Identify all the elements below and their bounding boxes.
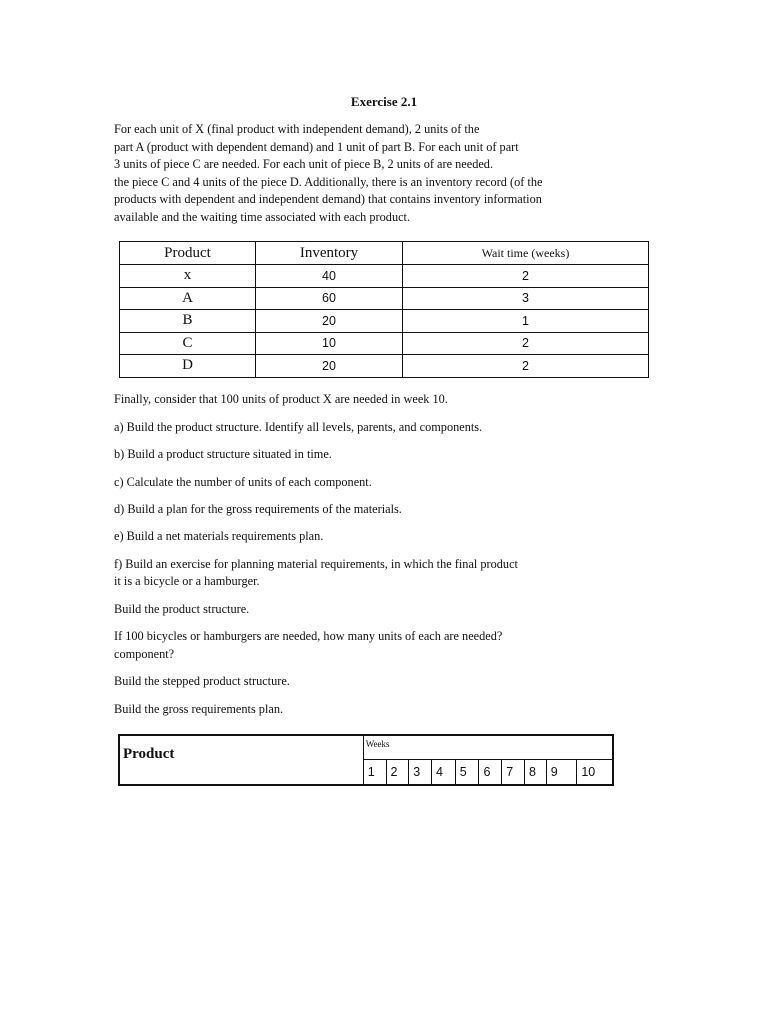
week-cell: 9	[546, 760, 577, 786]
inventory-table	[119, 241, 649, 378]
inventory-cell: 40	[256, 265, 403, 288]
intro-line: For each unit of X (final product with independent demand), 2 units of the	[114, 122, 480, 136]
wait-cell: 2	[403, 355, 649, 378]
intro-line: the piece C and 4 units of the piece D. Additionally, there is an inventory record (of the	[114, 174, 543, 189]
inventory-cell: 20	[256, 355, 403, 378]
product-cell: D	[120, 355, 256, 378]
intro-paragraph	[114, 121, 634, 227]
table-row	[120, 310, 649, 333]
paragraph-question-line1: If 100 bicycles or hamburgers are needed, how many units of each are needed?	[114, 629, 503, 643]
intro-line: part A (product with dependent demand) and 1 unit of part B. For each unit of part	[114, 139, 519, 154]
product-cell: B	[120, 310, 256, 333]
table-row	[120, 287, 649, 310]
week-cell: 4	[432, 760, 456, 786]
week-cell: 10	[577, 760, 613, 786]
gross-requirements-table	[118, 734, 614, 786]
question-d: d) Build a plan for the gross requirements of the materials.	[114, 502, 402, 516]
plan-product-label: Product	[119, 735, 363, 785]
inventory-cell: 10	[256, 332, 403, 355]
question-e: e) Build a net materials requirements plan.	[114, 529, 324, 543]
question-f-line2: it is a bicycle or a hamburger.	[114, 574, 260, 588]
inventory-cell: 60	[256, 287, 403, 310]
intro-line: products with dependent and independent demand) that contains inventory information	[114, 192, 542, 207]
inventory-cell: 20	[256, 310, 403, 333]
week-cell: 6	[479, 760, 502, 786]
header-product: Product	[120, 242, 256, 265]
wait-cell: 1	[403, 310, 649, 333]
wait-cell: 2	[403, 265, 649, 288]
question-b: b) Build a product structure situated in time.	[114, 447, 332, 461]
week-cell: 5	[455, 760, 479, 786]
question-a: a) Build the product structure. Identify all levels, parents, and components.	[114, 420, 483, 434]
question-f-line1: f) Build an exercise for planning material requirements, in which the final product	[114, 557, 518, 571]
paragraph-gross: Build the gross requirements plan.	[114, 702, 284, 716]
question-c: c) Calculate the number of units of each component.	[114, 475, 372, 489]
week-cell: 3	[409, 760, 432, 786]
plan-header-row	[119, 735, 613, 760]
table-row	[120, 265, 649, 288]
product-cell: C	[120, 332, 256, 355]
header-inventory: Inventory	[256, 242, 403, 265]
paragraph-build-structure: Build the product structure.	[114, 602, 250, 616]
paragraph-stepped: Build the stepped product structure.	[114, 674, 290, 688]
product-cell: A	[120, 287, 256, 310]
intro-line: 3 units of piece C are needed. For each unit of piece B, 2 units of are needed.	[114, 157, 494, 172]
intro-line: available and the waiting time associated with each product.	[114, 209, 411, 224]
week-cell: 2	[386, 760, 409, 786]
wait-cell: 3	[403, 287, 649, 310]
exercise-title: Exercise 2.1	[350, 94, 418, 109]
header-wait-time: Wait time (weeks)	[403, 242, 649, 265]
product-cell: x	[120, 265, 256, 288]
paragraph-question-line2: component?	[114, 647, 175, 661]
table-row	[120, 332, 649, 355]
weeks-label: Weeks	[363, 735, 613, 760]
week-cell: 8	[524, 760, 546, 786]
week-cell: 7	[502, 760, 525, 786]
table-row	[120, 355, 649, 378]
inventory-header-row	[120, 242, 649, 265]
wait-cell: 2	[403, 332, 649, 355]
week-cell: 1	[363, 760, 386, 786]
paragraph-finally: Finally, consider that 100 units of product X are needed in week 10.	[114, 392, 448, 406]
